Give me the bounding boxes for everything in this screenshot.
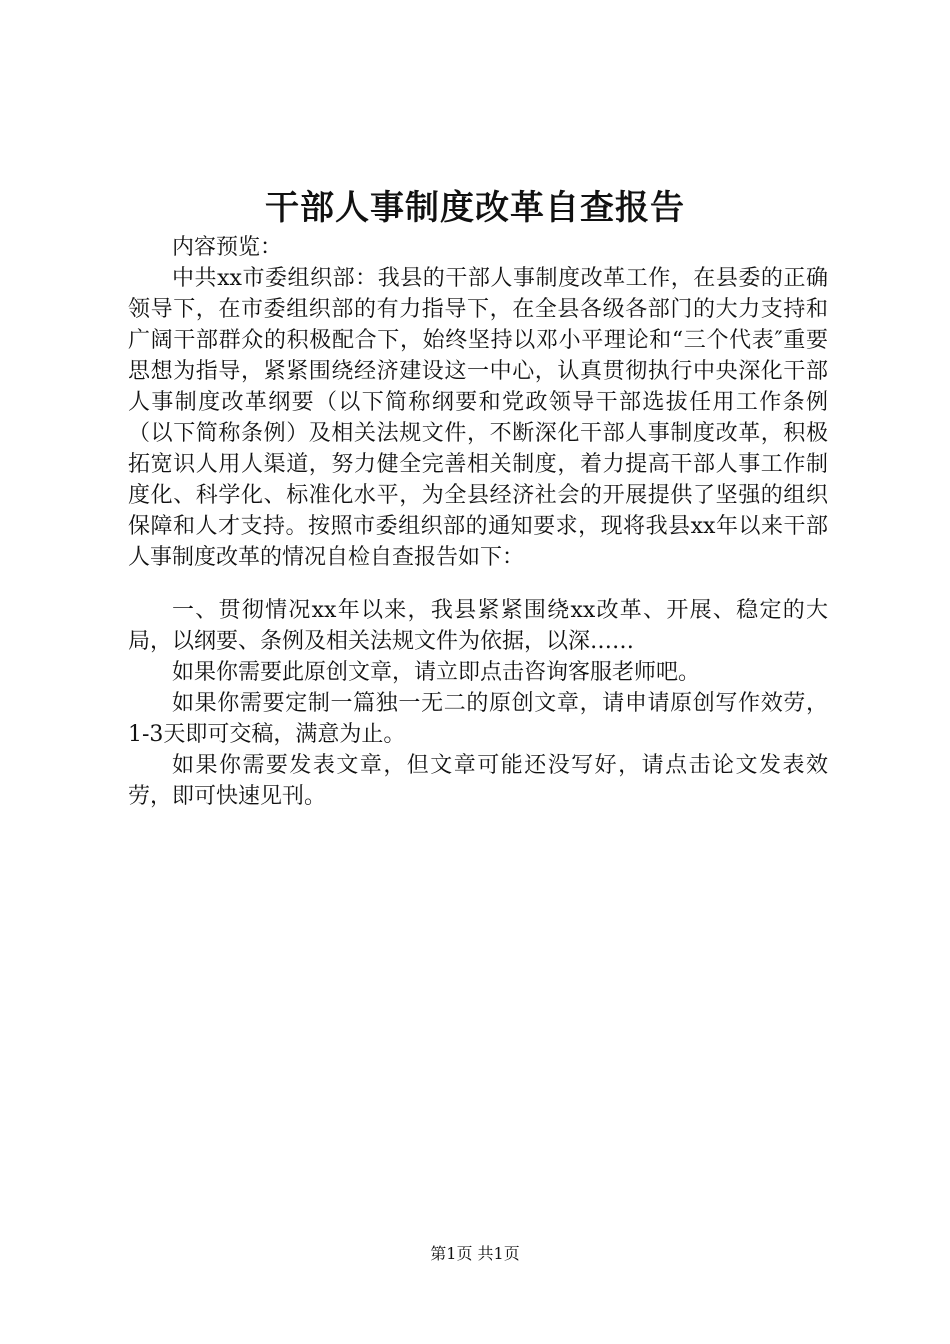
body-paragraph: 中共xx市委组织部：我县的干部人事制度改革工作，在县委的正确领导下，在市委组织部的有力指导下，在全县各级各部门的大力支持和广阔干部群众的积极配合下，始终坚持以邓小平理论和“三个代表″重要思想为指导，紧紧围绕经济建设这一中心，认真贯彻执行中央深化干部人事制度改革纲要（以下简称纲要和党政领导干部选拔任用工作条例（以下简称条例）及相关法规文件，不断深化干部人事制度改革，积极拓宽识人用人渠道，努力健全完善相关制度，着力提高干部人事工作制度化、科学化、标准化水平，为全县经济社会的开展提供了坚强的组织保障和人才支持。按照市委组织部的通知要求，现将我县xx年以来干部人事制度改革的情况自检自查报告如下： xyxy=(128,266,828,570)
promo-paragraph: 如果你需要定制一篇独一无二的原创文章，请申请原创写作效劳，1-3天即可交稿，满意为止。 xyxy=(128,691,828,747)
document-title: 干部人事制度改革自查报告 xyxy=(265,188,685,228)
document-body xyxy=(128,232,828,812)
preview-label: 内容预览： xyxy=(172,235,283,260)
page-footer: 第1页 共1页 xyxy=(430,1244,520,1263)
promo-paragraph: 如果你需要此原创文章，请立即点击咨询客服老师吧。 xyxy=(172,660,701,685)
body-paragraph: 一、贯彻情况xx年以来，我县紧紧围绕xx改革、开展、稳定的大局，以纲要、条例及相关法规文件为依据，以深…… xyxy=(128,598,828,654)
promo-paragraph: 如果你需要发表文章，但文章可能还没写好，请点击论文发表效劳，即可快速见刊。 xyxy=(128,753,828,809)
